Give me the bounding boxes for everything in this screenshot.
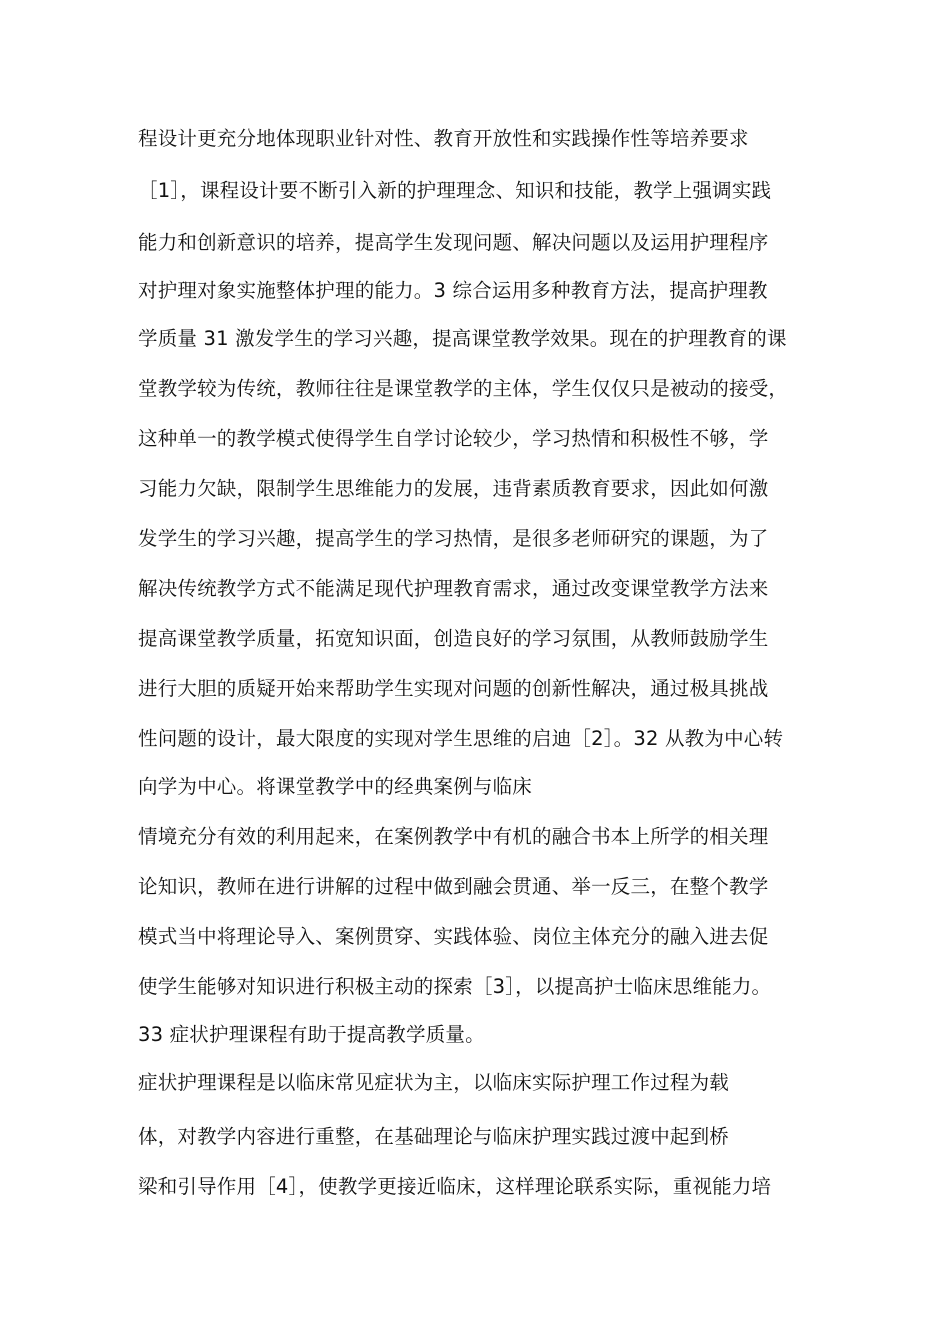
text-line: 程设计更充分地体现职业针对性、教育开放性和实践操作性等培养要求 <box>138 127 749 150</box>
text-line: 性问题的设计，最大限度的实现对学生思维的启迪［2］。32 从教为中心转 <box>138 727 784 750</box>
text-line: 学质量 31 激发学生的学习兴趣，提高课堂教学效果。现在的护理教育的课 <box>138 327 787 350</box>
text-line: 体，对教学内容进行重整，在基础理论与临床护理实践过渡中起到桥 <box>138 1125 730 1148</box>
text-line: 33 症状护理课程有助于提高教学质量。 <box>138 1023 485 1046</box>
text-line: 症状护理课程是以临床常见症状为主，以临床实际护理工作过程为载 <box>138 1071 730 1094</box>
text-line: 使学生能够对知识进行积极主动的探索［3］，以提高护士临床思维能力。 <box>138 975 772 998</box>
text-line: 向学为中心。将课堂教学中的经典案例与临床 <box>138 775 533 798</box>
text-line: 这种单一的教学模式使得学生自学讨论较少，学习热情和积极性不够，学 <box>138 427 769 450</box>
text-line: 发学生的学习兴趣，提高学生的学习热情，是很多老师研究的课题，为了 <box>138 527 769 550</box>
text-line: 堂教学较为传统，教师往往是课堂教学的主体，学生仅仅只是被动的接受， <box>138 377 789 400</box>
text-line: 提高课堂教学质量，拓宽知识面，创造良好的学习氛围，从教师鼓励学生 <box>138 627 769 650</box>
text-line: 梁和引导作用［4］，使教学更接近临床，这样理论联系实际，重视能力培 <box>138 1175 772 1198</box>
text-line: 模式当中将理论导入、案例贯穿、实践体验、岗位主体充分的融入进去促 <box>138 925 769 948</box>
text-line: 解决传统教学方式不能满足现代护理教育需求，通过改变课堂教学方法来 <box>138 577 769 600</box>
text-line: 进行大胆的质疑开始来帮助学生实现对问题的创新性解决，通过极具挑战 <box>138 677 769 700</box>
text-line: 习能力欠缺，限制学生思维能力的发展，违背素质教育要求，因此如何激 <box>138 477 769 500</box>
text-line: 能力和创新意识的培养，提高学生发现问题、解决问题以及运用护理程序 <box>138 231 769 254</box>
text-line: 情境充分有效的利用起来，在案例教学中有机的融合书本上所学的相关理 <box>138 825 769 848</box>
text-line: ［1］，课程设计要不断引入新的护理理念、知识和技能，教学上强调实践 <box>138 179 772 202</box>
text-line: 对护理对象实施整体护理的能力。3 综合运用多种教育方法，提高护理教 <box>138 279 768 302</box>
text-line: 论知识，教师在进行讲解的过程中做到融会贯通、举一反三，在整个教学 <box>138 875 769 898</box>
